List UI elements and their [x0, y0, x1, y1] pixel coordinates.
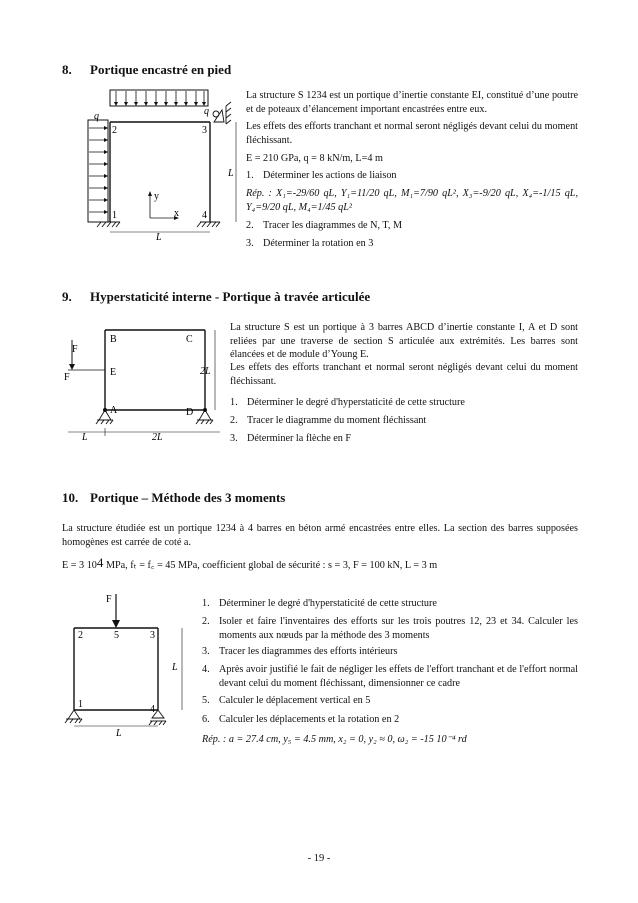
section-8-title: Portique encastré en pied: [90, 62, 232, 77]
node-E: E: [110, 367, 117, 378]
s8-question-1: [246, 169, 578, 183]
node-5: 5: [114, 630, 119, 641]
node-2: 2: [112, 125, 117, 136]
dim-2L-right: 2L: [200, 366, 211, 377]
dim-L-bottom: L: [156, 232, 162, 242]
s10-q6-number: 6.: [202, 714, 210, 725]
section-10-number: 10.: [62, 490, 79, 505]
node-C: C: [186, 334, 193, 345]
node-A: A: [110, 405, 118, 416]
s10-question-2: [202, 615, 578, 642]
s10-question-5: [202, 694, 578, 708]
s10-p2-exponent: 4: [96, 555, 104, 570]
axis-x-label: x: [174, 208, 179, 219]
s8-paragraph-2: Les effets des efforts tranchant et normal seront négligés devant celui du moment fléchissant.: [246, 121, 578, 146]
s8-q3-number: 3.: [246, 238, 254, 249]
left-load-arrows: [89, 128, 106, 212]
hinge-A: [103, 408, 107, 412]
dimension-lines: [110, 122, 236, 232]
node-1: 1: [112, 210, 117, 221]
dimension-lines: [74, 628, 182, 726]
label-F: F: [106, 594, 112, 605]
left-load-band: [88, 120, 108, 222]
dim-L-bottom: L: [82, 432, 88, 442]
dim-L-right: L: [172, 662, 178, 673]
s10-q2-text: Isoler et faire l'inventaires des efforts sur les trois poutres 12, 23 et 34. Calculer les moments aux nœuds par la méthode des 3 moments: [219, 616, 578, 641]
s10-q3-text: Tracer les diagrammes des efforts intérieurs: [219, 646, 398, 657]
s10-q2-number: 2.: [202, 616, 210, 627]
node-2: 2: [78, 630, 83, 641]
axis-y-label: y: [154, 191, 159, 202]
dim-L-right: L: [228, 168, 234, 179]
pin-support-1: [65, 710, 82, 723]
section-10-title: Portique – Méthode des 3 moments: [90, 490, 286, 505]
s10-q6-text: Calculer les déplacements et la rotation en 2: [219, 714, 400, 725]
s10-paragraph-1: La structure étudiée est un portique 1234 à 4 barres en béton armé encastrées entre elles. La section des barres supposées homogènes est carrée de coté a.: [62, 523, 578, 548]
s10-q1-number: 1.: [202, 598, 210, 609]
figure-10-closed-frame: [58, 590, 188, 740]
node-4: 4: [150, 704, 155, 715]
s9-question-2: [230, 414, 578, 428]
dim-2L-bottom: 2L: [152, 432, 163, 442]
s8-q3-text: Déterminer la rotation en 3: [263, 238, 374, 249]
s8-q1-number: 1.: [246, 170, 254, 181]
section-8-number: 8.: [62, 62, 72, 77]
s8-q2-text: Tracer les diagrammes de N, T, M: [263, 220, 403, 231]
node-D: D: [186, 407, 194, 418]
s10-question-1: [202, 597, 578, 611]
s9-paragraph-2: Les effets des efforts tranchant et normal seront négligés devant celui du moment fléchissant.: [230, 362, 578, 387]
label-F-force: F: [72, 344, 78, 355]
roller-support-3: [213, 102, 231, 124]
s9-question-1: [230, 396, 578, 410]
fixed-support-1: [97, 222, 120, 227]
s10-q1-text: Déterminer le degré d'hyperstaticité de cette structure: [219, 598, 437, 609]
s10-q4-number: 4.: [202, 664, 210, 675]
top-load-band: [110, 90, 208, 106]
s10-q5-number: 5.: [202, 695, 210, 706]
s10-answer: Rép. : a = 27.4 cm, y₅ = 4.5 mm, x₂ = 0, y₂ ≈ 0, ω₂ = -15 10⁻⁴ rd: [202, 734, 467, 745]
section-9-title: Hyperstaticité interne - Portique à travée articulée: [90, 289, 371, 304]
figure-9-articulated-frame: [60, 322, 225, 442]
s9-paragraph-1: La structure S est un portique à 3 barres ABCD d’inertie constante I, A et D sont reliées par une traverse de section S articulée aux extrémités. Les barres sont élancées et de module d’Young E.: [230, 322, 578, 361]
s10-q4-text: Après avoir justifié le fait de négliger les effets de l'effort tranchant et de l'effort normal devant celui du moment fléchissant, dimensionner ce cadre: [219, 664, 578, 689]
node-3: 3: [150, 630, 155, 641]
frame-members: [110, 122, 210, 222]
s10-question-6: [202, 713, 578, 727]
label-q-left: q: [94, 111, 99, 122]
s8-question-2: [246, 219, 578, 233]
node-3: 3: [202, 125, 207, 136]
s9-q1-text: Déterminer le degré d'hyperstaticité de cette structure: [247, 397, 465, 408]
s9-q2-text: Tracer le diagramme du moment fléchissant: [247, 415, 427, 426]
page-number: - 19 -: [307, 853, 331, 864]
s10-paragraph-2: [62, 556, 578, 573]
s10-q3-number: 3.: [202, 646, 210, 657]
fixed-support-4: [197, 222, 220, 227]
figure-8-portal-frame: [76, 82, 244, 242]
label-q-top: q: [204, 106, 209, 117]
s8-paragraph-3: E = 210 GPa, q = 8 kN/m, L=4 m: [246, 153, 383, 164]
s10-p2-pre: E = 3 10: [62, 560, 97, 571]
s8-q2-number: 2.: [246, 220, 254, 231]
s8-q1-text: Déterminer les actions de liaison: [263, 170, 397, 181]
s8-question-3: [246, 237, 578, 251]
s9-q1-number: 1.: [230, 397, 238, 408]
hinge-D: [203, 408, 207, 412]
node-4: 4: [202, 210, 207, 221]
label-F-point: F: [64, 372, 70, 383]
s8-answer: Rép. : X₁=-29/60 qL, Y₁=11/20 qL, M₁=7/90 qL², X₃=-9/20 qL, X₄=-1/15 qL, Y₄=9/20 qL, M₄=1/45 qL²: [246, 188, 578, 213]
s10-question-4: [202, 663, 578, 690]
s9-q3-text: Déterminer la flèche en F: [247, 433, 352, 444]
s10-question-3: [202, 645, 578, 659]
s10-p2-post: MPa, fₜ = f꜀ = 45 MPa, coefficient global de sécurité : s = 3, F = 100 kN, L = 3 m: [103, 560, 438, 571]
top-load-arrows: [116, 91, 204, 104]
s9-question-3: [230, 432, 578, 446]
node-1: 1: [78, 699, 83, 710]
s10-q5-text: Calculer le déplacement vertical en 5: [219, 695, 371, 706]
section-9-number: 9.: [62, 289, 72, 304]
s9-q3-number: 3.: [230, 433, 238, 444]
dim-L-bottom: L: [116, 728, 122, 739]
s9-q2-number: 2.: [230, 415, 238, 426]
s8-paragraph-1: La structure S 1234 est un portique d’inertie constante EI, constitué d’une poutre et de poteaux d’élancement important encastrées entre eux.: [246, 90, 578, 115]
node-B: B: [110, 334, 117, 345]
pin-support-D: [196, 410, 213, 424]
